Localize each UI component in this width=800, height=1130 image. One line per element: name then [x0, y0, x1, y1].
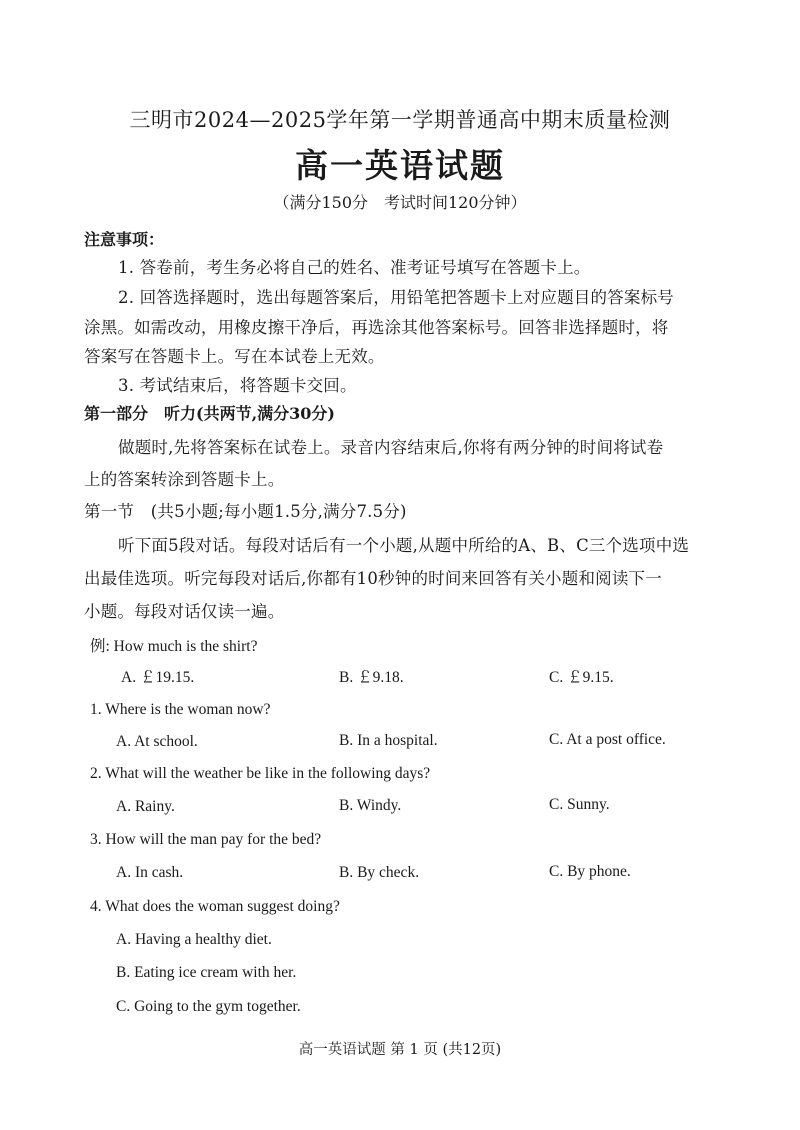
question-4-option-c: C. Going to the gym together. [116, 998, 301, 1015]
example-option-c: C. ￡9.15. [549, 669, 614, 686]
question-4-option-b: B. Eating ice cream with her. [116, 964, 297, 981]
part1-intro-line-a: 做题时,先将答案标在试卷上。录音内容结束后,你将有两分钟的时间将试卷 [118, 438, 664, 457]
notice-item-1: 1. 答卷前，考生务必将自己的姓名、准考证号填写在答题卡上。 [118, 258, 591, 277]
exam-header-line: 三明市2024—2025学年第一学期普通高中期末质量检测 [129, 108, 671, 132]
section1-intro-line-a: 听下面5段对话。每段对话后有一个小题,从题中所给的A、B、C三个选项中选 [118, 536, 690, 555]
question-3: 3. How will the man pay for the bed? [90, 831, 322, 848]
question-1-option-c: C. At a post office. [549, 731, 666, 748]
example-option-b: B. ￡9.18. [339, 669, 404, 686]
question-3-option-b: B. By check. [339, 864, 420, 881]
question-4: 4. What does the woman suggest doing? [90, 898, 340, 915]
question-1-option-b: B. In a hospital. [339, 732, 438, 749]
question-1-option-a: A. At school. [116, 733, 198, 750]
example-option-a: A. ￡19.15. [121, 669, 195, 686]
page-footer: 高一英语试题 第 1 页 (共12页) [298, 1042, 502, 1058]
question-2: 2. What will the weather be like in the following days? [90, 765, 431, 782]
notice-item-2-line-c: 答案写在答题卡上。写在本试卷上无效。 [84, 347, 385, 366]
question-4-option-a: A. Having a healthy diet. [116, 931, 272, 948]
question-1: 1. Where is the woman now? [90, 701, 271, 718]
section1-intro-line-c: 小题。每段对话仅读一遍。 [84, 602, 285, 621]
notice-item-2-line-a: 2. 回答选择题时，选出每题答案后，用铅笔把答题卡上对应题目的答案标号 [118, 288, 674, 307]
page-title: 高一英语试题 [295, 146, 505, 185]
question-2-option-c: C. Sunny. [549, 796, 610, 813]
exam-subtitle: （满分150分 考试时间120分钟） [273, 193, 527, 212]
section1-heading: 第一节 (共5小题;每小题1.5分,满分7.5分) [84, 502, 407, 521]
question-2-option-a: A. Rainy. [116, 798, 175, 815]
example-question: 例: How much is the shirt? [90, 638, 258, 655]
section1-intro-line-b: 出最佳选项。听完每段对话后,你都有10秒钟的时间来回答有关小题和阅读下一 [84, 569, 662, 588]
part1-heading: 第一部分 听力(共两节,满分30分) [84, 404, 335, 423]
part1-intro-line-b: 上的答案转涂到答题卡上。 [84, 470, 285, 489]
question-2-option-b: B. Windy. [339, 797, 402, 814]
question-3-option-a: A. In cash. [116, 864, 184, 881]
notice-item-3: 3. 考试结束后，将答题卡交回。 [118, 376, 357, 395]
notice-title: 注意事项： [84, 230, 165, 249]
notice-item-2-line-b: 涂黑。如需改动，用橡皮擦干净后，再选涂其他答案标号。回答非选择题时，将 [84, 318, 669, 337]
question-3-option-c: C. By phone. [549, 863, 631, 880]
